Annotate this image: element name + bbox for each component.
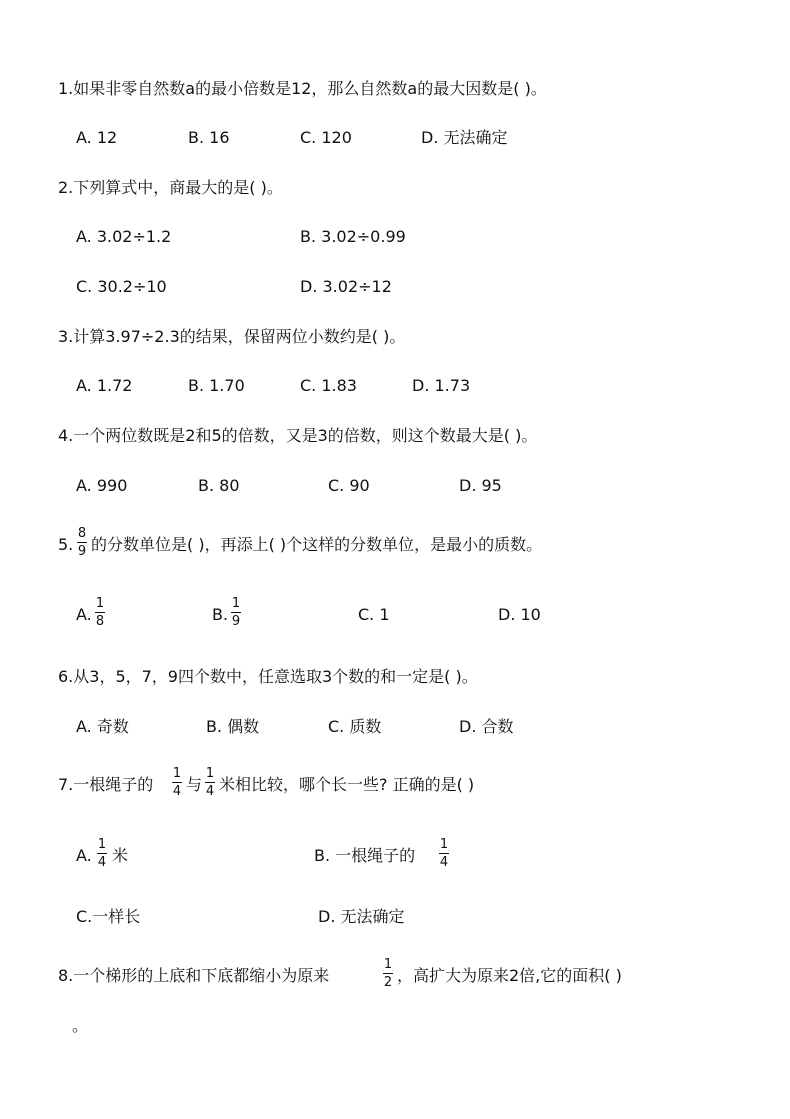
q7-option-b-label[interactable]: B. 一根绳子的 — [314, 846, 416, 865]
q1-option-a[interactable]: A. 12 — [76, 128, 118, 147]
q4-option-b[interactable]: B. 80 — [198, 476, 240, 495]
q6-option-a[interactable]: A. 奇数 — [76, 717, 129, 736]
q2-stem: 2.下列算式中，商最大的是( )。 — [58, 178, 283, 197]
q6-stem: 6.从3，5，7，9四个数中，任意选取3个数的和一定是( )。 — [58, 667, 478, 686]
fraction-denominator: 4 — [439, 855, 449, 870]
q7-option-a-fraction — [96, 837, 108, 870]
q8-stem-fraction — [382, 957, 394, 990]
q6-option-d[interactable]: D. 合数 — [459, 717, 514, 736]
fraction-bar — [95, 612, 105, 613]
fraction-denominator: 4 — [97, 855, 107, 870]
fraction-numerator: 1 — [383, 957, 393, 972]
q5-stem-rest: 的分数单位是( )，再添上( )个这样的分数单位，是最小的质数。 — [91, 535, 543, 554]
fraction-denominator: 8 — [95, 614, 105, 629]
q2-option-d[interactable]: D. 3.02÷12 — [300, 277, 392, 296]
q1-option-c[interactable]: C. 120 — [300, 128, 352, 147]
q3-option-a[interactable]: A. 1.72 — [76, 376, 133, 395]
fraction-bar — [205, 782, 215, 783]
fraction-numerator: 1 — [231, 596, 241, 611]
q5-option-b-label[interactable]: B. — [212, 605, 229, 624]
q5-stem-fraction — [76, 526, 88, 559]
fraction-numerator: 1 — [172, 766, 182, 781]
q7-option-c[interactable]: C.一样长 — [76, 907, 141, 926]
q7-stem-fraction-1 — [171, 766, 183, 799]
fraction-bar — [77, 542, 87, 543]
q5-option-a-fraction — [94, 596, 106, 629]
q4-option-c[interactable]: C. 90 — [328, 476, 370, 495]
q8-stem-rest: ，高扩大为原来2倍,它的面积( ) — [397, 966, 622, 985]
q5-stem-prefix: 5. — [58, 535, 74, 554]
q5-option-b-fraction — [230, 596, 242, 629]
q7-stem-prefix: 7.一根绳子的 — [58, 775, 154, 794]
q8-stem-continuation: 。 — [72, 1016, 89, 1035]
fraction-bar — [383, 973, 393, 974]
q7-option-d[interactable]: D. 无法确定 — [318, 907, 405, 926]
q7-stem-rest: 米相比较，哪个长一些? 正确的是( ) — [219, 775, 475, 794]
fraction-denominator: 4 — [172, 784, 182, 799]
q1-option-b[interactable]: B. 16 — [188, 128, 230, 147]
q7-stem-mid: 与 — [186, 775, 203, 794]
q1-option-d[interactable]: D. 无法确定 — [421, 128, 508, 147]
fraction-bar — [439, 853, 449, 854]
q4-option-a[interactable]: A. 990 — [76, 476, 128, 495]
q2-option-c[interactable]: C. 30.2÷10 — [76, 277, 167, 296]
q6-option-c[interactable]: C. 质数 — [328, 717, 382, 736]
fraction-numerator: 1 — [95, 596, 105, 611]
q8-stem-prefix: 8.一个梯形的上底和下底都缩小为原来 — [58, 966, 330, 985]
fraction-denominator: 4 — [205, 784, 215, 799]
q7-option-a-label[interactable]: A. — [76, 846, 92, 865]
q7-option-a-suffix: 米 — [112, 846, 129, 865]
q2-option-b[interactable]: B. 3.02÷0.99 — [300, 227, 406, 246]
q3-option-b[interactable]: B. 1.70 — [188, 376, 245, 395]
q5-option-c[interactable]: C. 1 — [358, 605, 390, 624]
fraction-bar — [172, 782, 182, 783]
q3-stem: 3.计算3.97÷2.3的结果，保留两位小数约是( )。 — [58, 327, 406, 346]
q7-option-b-fraction — [438, 837, 450, 870]
q3-option-d[interactable]: D. 1.73 — [412, 376, 471, 395]
q5-option-d[interactable]: D. 10 — [498, 605, 541, 624]
fraction-bar — [97, 853, 107, 854]
q4-stem: 4.一个两位数既是2和5的倍数，又是3的倍数，则这个数最大是( )。 — [58, 426, 538, 445]
fraction-numerator: 1 — [205, 766, 215, 781]
fraction-denominator: 9 — [231, 614, 241, 629]
q6-option-b[interactable]: B. 偶数 — [206, 717, 260, 736]
q1-stem: 1.如果非零自然数a的最小倍数是12，那么自然数a的最大因数是( )。 — [58, 79, 547, 98]
q4-option-d[interactable]: D. 95 — [459, 476, 502, 495]
fraction-bar — [231, 612, 241, 613]
fraction-denominator: 2 — [383, 975, 393, 990]
q5-option-a-label[interactable]: A. — [76, 605, 92, 624]
fraction-denominator: 9 — [77, 544, 87, 559]
fraction-numerator: 8 — [77, 526, 87, 541]
q7-stem-fraction-2 — [204, 766, 216, 799]
fraction-numerator: 1 — [439, 837, 449, 852]
q3-option-c[interactable]: C. 1.83 — [300, 376, 357, 395]
fraction-numerator: 1 — [97, 837, 107, 852]
q2-option-a[interactable]: A. 3.02÷1.2 — [76, 227, 172, 246]
